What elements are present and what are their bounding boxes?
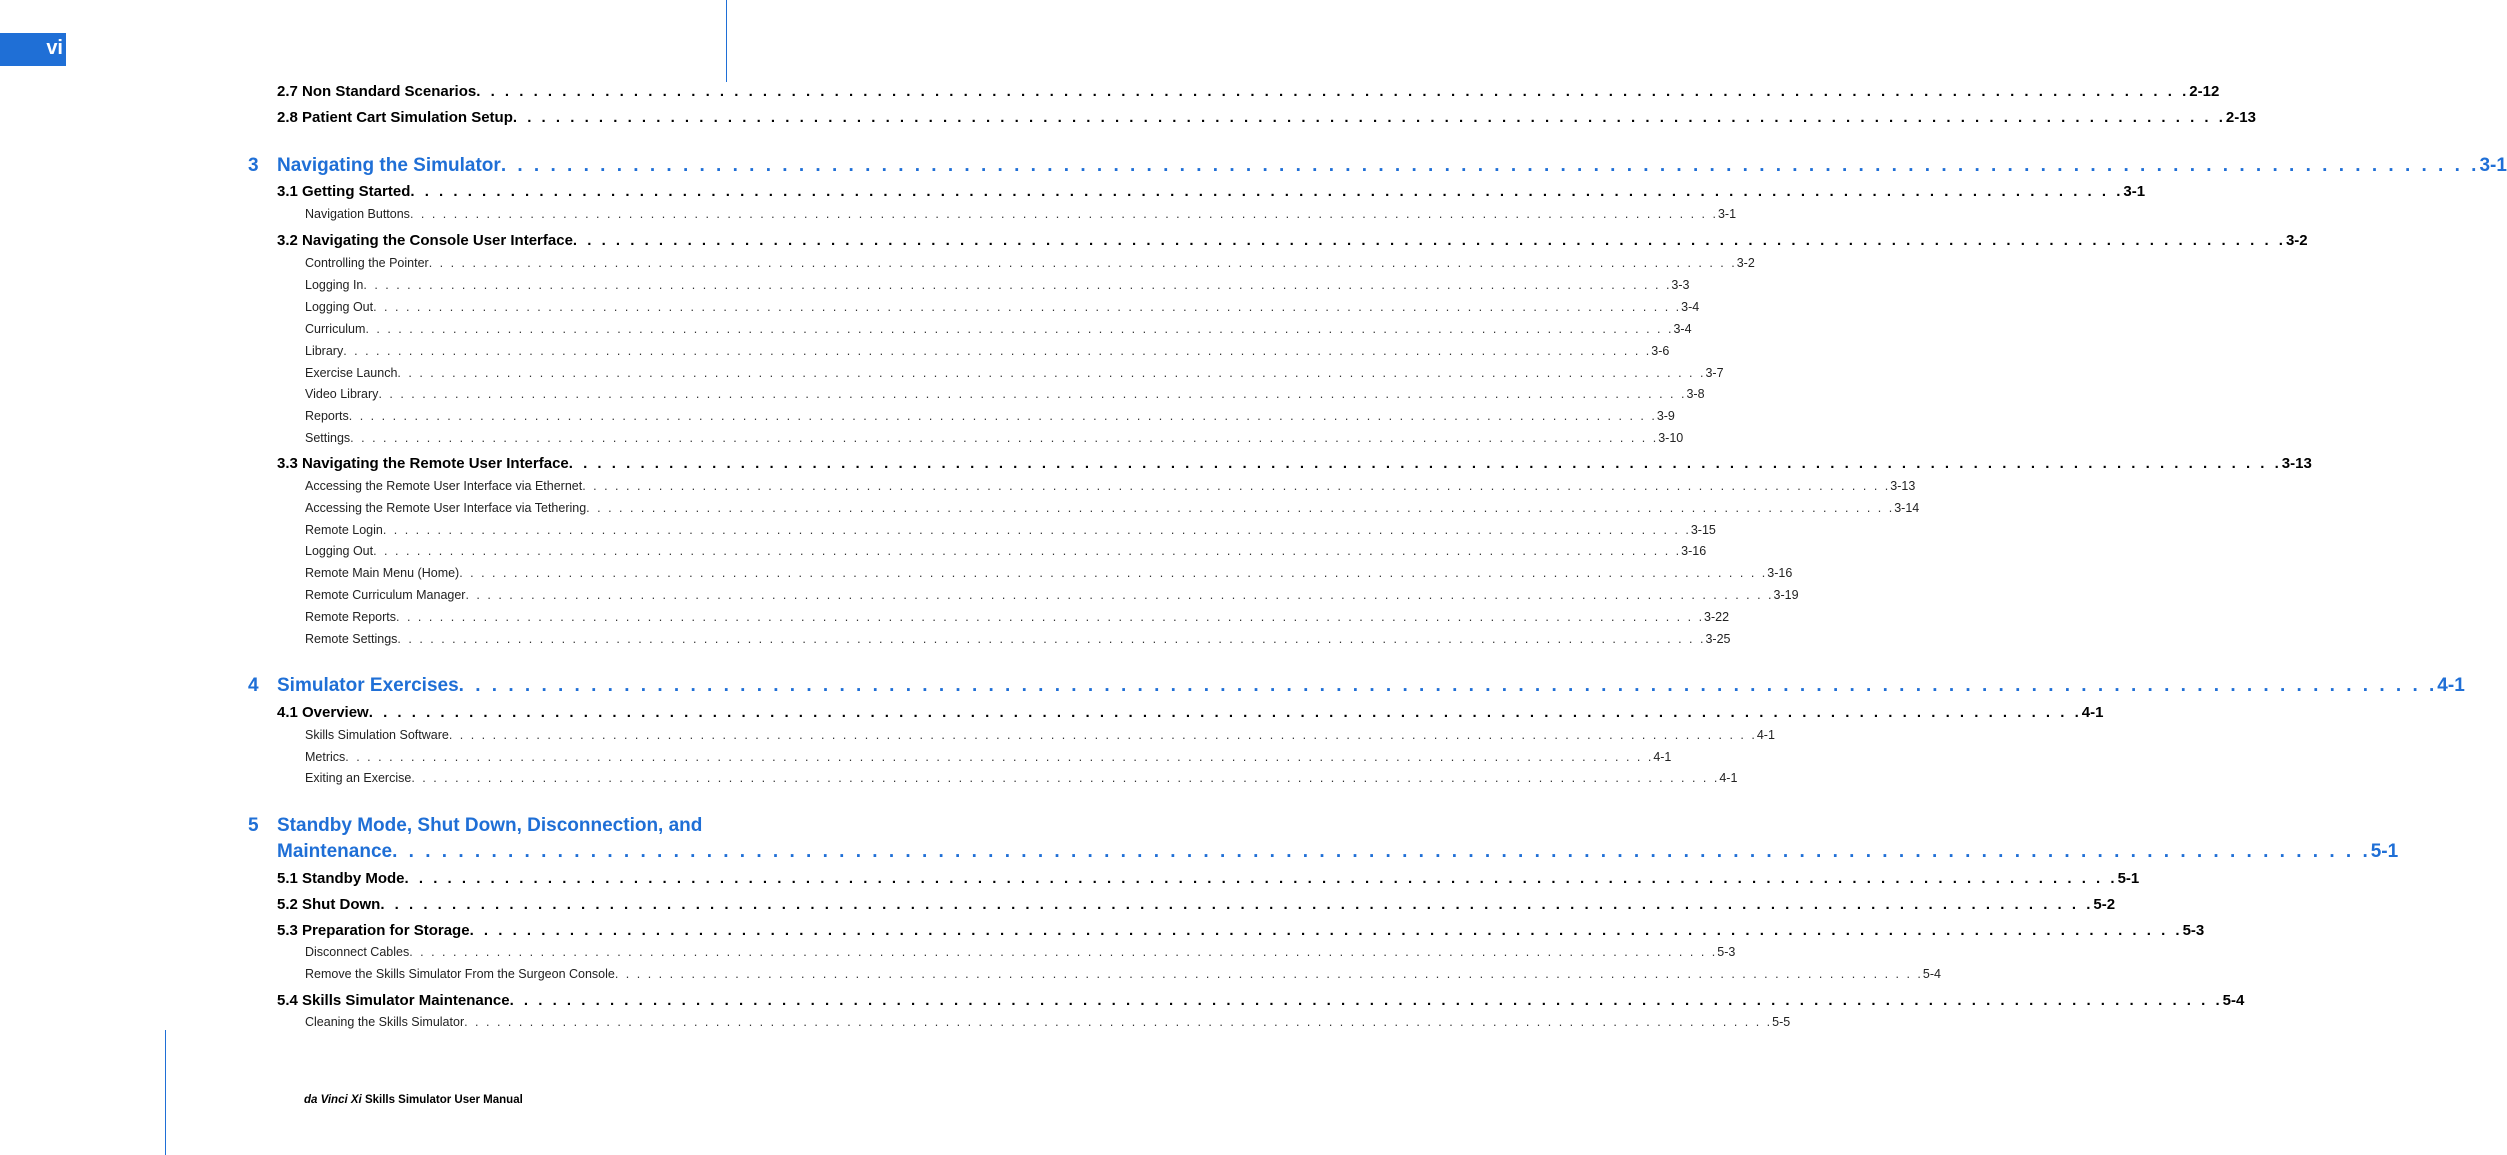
dot-leader: . . . . . . . . . . . . . . . . . . . . . . . . . . . . . . . . . . . . . . . . . . . . . . . . . . . . . . . . . . . . . . . . . . . . . . . . . . . . . . . . . . . . . . . . . . . . . . . . . . . . . . . . . . . . . . . . . . . . . . . . xyxy=(614,967,1923,981)
toc-entry-page: 3-7 xyxy=(1705,365,1724,380)
toc-entry-title: 2.7 Non Standard Scenarios xyxy=(277,83,477,100)
toc-entry-page: 3-22 xyxy=(1704,609,1730,624)
toc-item-3-2-6[interactable] xyxy=(305,387,1705,407)
toc-section-5-2[interactable] xyxy=(277,896,2116,913)
dot-leader: . . . . . . . . . . . . . . . . . . . . . . . . . . . . . . . . . . . . . . . . . . . . . . . . . . . . . . . . . . . . . . . . . . . . . . . . . . . . . . . . . . . . . . . . . . . . . . . . . . . . . . . . . . . . . . . . . . . . . . . . xyxy=(392,841,2371,862)
toc-entry-title: Navigating the Simulator xyxy=(277,155,501,176)
toc-entry-title: Simulator Exercises xyxy=(277,675,459,696)
toc-item-4-1-2[interactable] xyxy=(305,771,1738,791)
toc-section-3-2[interactable] xyxy=(277,232,2308,249)
toc-entry-title: Exiting an Exercise xyxy=(305,771,412,785)
toc-entry-page: 3-13 xyxy=(1890,479,1916,493)
toc-entry-page: 3-2 xyxy=(2285,232,2308,249)
toc-item-4-1-0[interactable] xyxy=(305,728,1775,748)
dot-leader: . . . . . . . . . . . . . . . . . . . . . . . . . . . . . . . . . . . . . . . . . . . . . . . . . . . . . . . . . . . . . . . . . . . . . . . . . . . . . . . . . . . . . . . . . . . . . . . . . . . . . . . . . . . . . . . . . . . . . . . . xyxy=(363,277,1672,292)
toc-section-2-8[interactable] xyxy=(277,109,2256,126)
toc-item-5-4-0[interactable] xyxy=(305,1015,1791,1035)
toc-item-3-3-2[interactable] xyxy=(305,522,1716,543)
toc-entry-page: 3-9 xyxy=(1656,409,1675,424)
toc-entry-title: Accessing the Remote User Interface via Ethernet xyxy=(305,479,583,493)
toc-entry-title: Skills Simulation Software xyxy=(305,728,449,742)
dot-leader: . . . . . . . . . . . . . . . . . . . . . . . . . . . . . . . . . . . . . . . . . . . . . . . . . . . . . . . . . . . . . . . . . . . . . . . . . . . . . . . . . . . . . . . . . . . . . . . . . . . . . . . . . . . . . . . . . . . . . . . . xyxy=(458,675,2438,696)
dot-leader: . . . . . . . . . . . . . . . . . . . . . . . . . . . . . . . . . . . . . . . . . . . . . . . . . . . . . . . . . . . . . . . . . . . . . . . . . . . . . . . . . . . . . . . . . . . . . . . . . . . . . . . . . . . . . . . . . . . . . . . . xyxy=(396,609,1705,624)
toc-entry-page: 4-1 xyxy=(1719,771,1738,785)
toc-entry-page: 2-12 xyxy=(2189,83,2220,100)
dot-leader: . . . . . . . . . . . . . . . . . . . . . . . . . . . . . . . . . . . . . . . . . . . . . . . . . . . . . . . . . . . . . . . . . . . . . . . . . . . . . . . . . . . . . . . . . . . . . . . . . . . . . . . . . . . . . . . . . . . . . . . . xyxy=(378,387,1687,402)
dot-leader: . . . . . . . . . . . . . . . . . . . . . . . . . . . . . . . . . . . . . . . . . . . . . . . . . . . . . . . . . . . . . . . . . . . . . . . . . . . . . . . . . . . . . . . . . . . . . . . . . . . . . . . . . . . . . . . . . . . . . . . . xyxy=(500,155,2480,176)
toc-entry-page: 3-16 xyxy=(1767,566,1793,581)
toc-item-3-3-4[interactable] xyxy=(305,566,1793,586)
dot-leader: . . . . . . . . . . . . . . . . . . . . . . . . . . . . . . . . . . . . . . . . . . . . . . . . . . . . . . . . . . . . . . . . . . . . . . . . . . . . . . . . . . . . . . . . . . . . . . . . . . . . . . . . . . . . . . . . . . . . . . . . xyxy=(448,728,1757,742)
toc-entry-page: 3-13 xyxy=(2281,455,2312,472)
toc-section-2-7[interactable] xyxy=(277,83,2220,100)
toc-entry-page: 3-4 xyxy=(1681,299,1700,314)
toc-entry-title: Maintenance xyxy=(277,841,393,862)
toc-entry-title: 3.3 Navigating the Remote User Interface xyxy=(277,455,569,472)
dot-leader: . . . . . . . . . . . . . . . . . . . . . . . . . . . . . . . . . . . . . . . . . . . . . . . . . . . . . . . . . . . . . . . . . . . . . . . . . . . . . . . . . . . . . . . . . . . . . . . . . . . . . . . . . . . . . . . . . . . . . . . . xyxy=(469,922,2183,939)
toc-item-3-3-5[interactable] xyxy=(305,588,1799,608)
toc-entry-title: Standby Mode, Shut Down, Disconnection, and xyxy=(277,815,703,836)
dot-leader: . . . . . . . . . . . . . . . . . . . . . . . . . . . . . . . . . . . . . . . . . . . . . . . . . . . . . . . . . . . . . . . . . . . . . . . . . . . . . . . . . . . . . . . . . . . . . . . . . . . . . . . . . . . . . . . . . . . . . . . . xyxy=(409,945,1718,959)
footer xyxy=(304,1094,523,1106)
toc-entry-page: 5-4 xyxy=(2222,992,2245,1009)
dot-leader: . . . . . . . . . . . . . . . . . . . . . . . . . . . . . . . . . . . . . . . . . . . . . . . . . . . . . . . . . . . . . . . . . . . . . . . . . . . . . . . . . . . . . . . . . . . . . . . . . . . . . . . . . . . . . . . . . . . . . . . . xyxy=(397,365,1706,380)
dot-leader: . . . . . . . . . . . . . . . . . . . . . . . . . . . . . . . . . . . . . . . . . . . . . . . . . . . . . . . . . . . . . . . . . . . . . . . . . . . . . . . . . . . . . . . . . . . . . . . . . . . . . . . . . . . . . . . . . . . . . . . . xyxy=(365,321,1674,336)
footer-title: Skills Simulator User Manual xyxy=(364,1094,523,1106)
toc-item-3-3-0[interactable] xyxy=(305,479,1916,499)
dot-leader: . . . . . . . . . . . . . . . . . . . . . . . . . . . . . . . . . . . . . . . . . . . . . . . . . . . . . . . . . . . . . . . . . . . . . . . . . . . . . . . . . . . . . . . . . . . . . . . . . . . . . . . . . . . . . . . . . . . . . . . . xyxy=(582,479,1891,493)
dot-leader: . . . . . . . . . . . . . . . . . . . . . . . . . . . . . . . . . . . . . . . . . . . . . . . . . . . . . . . . . . . . . . . . . . . . . . . . . . . . . . . . . . . . . . . . . . . . . . . . . . . . . . . . . . . . . . . . . . . . . . . . xyxy=(572,232,2286,249)
toc-item-5-3-1[interactable] xyxy=(305,967,1941,987)
toc-entry-title: Video Library xyxy=(305,387,379,402)
dot-leader: . . . . . . . . . . . . . . . . . . . . . . . . . . . . . . . . . . . . . . . . . . . . . . . . . . . . . . . . . . . . . . . . . . . . . . . . . . . . . . . . . . . . . . . . . . . . . . . . . . . . . . . . . . . . . . . . . . . . . . . . xyxy=(373,544,1682,559)
toc-entry-title: Remove the Skills Simulator From the Surgeon Console xyxy=(305,967,615,981)
chapter-number: 5 xyxy=(248,815,259,836)
toc-entry-page: 4-1 xyxy=(1653,749,1672,764)
toc-chapter-4[interactable] xyxy=(248,675,2465,701)
toc-item-3-3-1[interactable] xyxy=(305,500,1920,521)
dot-leader: . . . . . . . . . . . . . . . . . . . . . . . . . . . . . . . . . . . . . . . . . . . . . . . . . . . . . . . . . . . . . . . . . . . . . . . . . . . . . . . . . . . . . . . . . . . . . . . . . . . . . . . . . . . . . . . . . . . . . . . . xyxy=(411,771,1720,785)
toc-entry-page: 2-13 xyxy=(2225,109,2256,126)
toc-entry-title: Accessing the Remote User Interface via Tethering xyxy=(305,500,587,515)
toc-entry-title: Remote Settings xyxy=(305,631,398,646)
toc-entry-title: Logging Out xyxy=(305,544,374,559)
toc-entry-title: Metrics xyxy=(305,749,346,764)
dot-leader: . . . . . . . . . . . . . . . . . . . . . . . . . . . . . . . . . . . . . . . . . . . . . . . . . . . . . . . . . . . . . . . . . . . . . . . . . . . . . . . . . . . . . . . . . . . . . . . . . . . . . . . . . . . . . . . . . . . . . . . . xyxy=(509,992,2223,1009)
toc-entry-title: Remote Curriculum Manager xyxy=(305,588,466,602)
toc-chapter-5-line2[interactable] xyxy=(277,841,2399,867)
dot-leader: . . . . . . . . . . . . . . . . . . . . . . . . . . . . . . . . . . . . . . . . . . . . . . . . . . . . . . . . . . . . . . . . . . . . . . . . . . . . . . . . . . . . . . . . . . . . . . . . . . . . . . . . . . . . . . . . . . . . . . . . xyxy=(404,870,2118,887)
toc-entry-title: Logging In xyxy=(305,277,364,292)
toc-entry-title: Remote Reports xyxy=(305,609,397,624)
toc-entry-page: 3-15 xyxy=(1690,522,1716,537)
dot-leader: . . . . . . . . . . . . . . . . . . . . . . . . . . . . . . . . . . . . . . . . . . . . . . . . . . . . . . . . . . . . . . . . . . . . . . . . . . . . . . . . . . . . . . . . . . . . . . . . . . . . . . . . . . . . . . . . . . . . . . . . xyxy=(465,588,1774,602)
toc-entry-page: 3-8 xyxy=(1686,387,1705,402)
dot-leader: . . . . . . . . . . . . . . . . . . . . . . . . . . . . . . . . . . . . . . . . . . . . . . . . . . . . . . . . . . . . . . . . . . . . . . . . . . . . . . . . . . . . . . . . . . . . . . . . . . . . . . . . . . . . . . . . . . . . . . . . xyxy=(568,455,2282,472)
toc-entry-page: 5-3 xyxy=(1717,945,1736,959)
toc-item-3-3-6[interactable] xyxy=(305,609,1730,630)
dot-leader: . . . . . . . . . . . . . . . . . . . . . . . . . . . . . . . . . . . . . . . . . . . . . . . . . . . . . . . . . . . . . . . . . . . . . . . . . . . . . . . . . . . . . . . . . . . . . . . . . . . . . . . . . . . . . . . . . . . . . . . . xyxy=(476,83,2190,100)
footer-brand: da Vinci Xi xyxy=(304,1094,362,1106)
toc-entry-page: 3-2 xyxy=(1736,256,1755,270)
toc-entry-page: 4-1 xyxy=(2437,675,2465,696)
toc-entry-page: 3-6 xyxy=(1651,343,1670,358)
toc-entry-title: 5.3 Preparation for Storage xyxy=(277,922,470,939)
toc-entry-title: 2.8 Patient Cart Simulation Setup xyxy=(277,109,513,126)
toc-entry-page: 4-1 xyxy=(2081,704,2104,721)
toc-item-3-2-2[interactable] xyxy=(305,299,1700,320)
toc-entry-page: 4-1 xyxy=(1756,728,1775,742)
toc-entry-page: 3-10 xyxy=(1658,431,1684,446)
dot-leader: . . . . . . . . . . . . . . . . . . . . . . . . . . . . . . . . . . . . . . . . . . . . . . . . . . . . . . . . . . . . . . . . . . . . . . . . . . . . . . . . . . . . . . . . . . . . . . . . . . . . . . . . . . . . . . . . . . . . . . . . xyxy=(586,500,1895,515)
toc-entry-title: Exercise Launch xyxy=(305,365,398,380)
toc-entry-page: 5-2 xyxy=(2093,896,2116,913)
dot-leader: . . . . . . . . . . . . . . . . . . . . . . . . . . . . . . . . . . . . . . . . . . . . . . . . . . . . . . . . . . . . . . . . . . . . . . . . . . . . . . . . . . . . . . . . . . . . . . . . . . . . . . . . . . . . . . . . . . . . . . . . xyxy=(512,109,2226,126)
toc-entry-title: Settings xyxy=(305,431,351,446)
dot-leader: . . . . . . . . . . . . . . . . . . . . . . . . . . . . . . . . . . . . . . . . . . . . . . . . . . . . . . . . . . . . . . . . . . . . . . . . . . . . . . . . . . . . . . . . . . . . . . . . . . . . . . . . . . . . . . . . . . . . . . . . xyxy=(348,409,1657,424)
toc-item-3-2-1[interactable] xyxy=(305,277,1690,298)
toc-entry-title: Logging Out xyxy=(305,299,374,314)
toc-entry-title: Controlling the Pointer xyxy=(305,256,429,270)
toc-entry-title: Reports xyxy=(305,409,349,424)
toc-entry-title: 3.2 Navigating the Console User Interface xyxy=(277,232,573,249)
toc-entry-title: Remote Main Menu (Home) xyxy=(305,566,460,581)
toc-section-3-3[interactable] xyxy=(277,455,2312,472)
toc-entry-page: 3-19 xyxy=(1773,588,1799,602)
dot-leader: . . . . . . . . . . . . . . . . . . . . . . . . . . . . . . . . . . . . . . . . . . . . . . . . . . . . . . . . . . . . . . . . . . . . . . . . . . . . . . . . . . . . . . . . . . . . . . . . . . . . . . . . . . . . . . . . . . . . . . . . xyxy=(382,522,1691,537)
toc-item-3-3-3[interactable] xyxy=(305,544,1707,564)
toc-entry-title: Navigation Buttons xyxy=(305,207,410,221)
toc-entry-title: 4.1 Overview xyxy=(277,704,369,721)
toc-entry-title: 5.2 Shut Down xyxy=(277,896,381,913)
dot-leader: . . . . . . . . . . . . . . . . . . . . . . . . . . . . . . . . . . . . . . . . . . . . . . . . . . . . . . . . . . . . . . . . . . . . . . . . . . . . . . . . . . . . . . . . . . . . . . . . . . . . . . . . . . . . . . . . . . . . . . . . xyxy=(409,207,1718,221)
toc-entry-title: 5.1 Standby Mode xyxy=(277,870,405,887)
toc-item-3-2-0[interactable] xyxy=(305,256,1755,276)
chapter-number: 4 xyxy=(248,675,259,696)
dot-leader: . . . . . . . . . . . . . . . . . . . . . . . . . . . . . . . . . . . . . . . . . . . . . . . . . . . . . . . . . . . . . . . . . . . . . . . . . . . . . . . . . . . . . . . . . . . . . . . . . . . . . . . . . . . . . . . . . . . . . . . . xyxy=(410,183,2124,200)
dot-leader: . . . . . . . . . . . . . . . . . . . . . . . . . . . . . . . . . . . . . . . . . . . . . . . . . . . . . . . . . . . . . . . . . . . . . . . . . . . . . . . . . . . . . . . . . . . . . . . . . . . . . . . . . . . . . . . . . . . . . . . . xyxy=(380,896,2094,913)
toc-entry-title: Remote Login xyxy=(305,522,383,537)
toc-entry-page: 3-1 xyxy=(2123,183,2146,200)
toc-entry-title: Curriculum xyxy=(305,321,366,336)
toc-entry-page: 3-3 xyxy=(1671,277,1690,292)
toc-entry-page: 3-1 xyxy=(2479,155,2507,176)
dot-leader: . . . . . . . . . . . . . . . . . . . . . . . . . . . . . . . . . . . . . . . . . . . . . . . . . . . . . . . . . . . . . . . . . . . . . . . . . . . . . . . . . . . . . . . . . . . . . . . . . . . . . . . . . . . . . . . . . . . . . . . . xyxy=(464,1015,1773,1029)
toc-item-3-2-8[interactable] xyxy=(305,431,1684,451)
toc-entry-page: 3-1 xyxy=(1717,207,1737,221)
chapter-number: 3 xyxy=(248,155,259,176)
toc-item-4-1-1[interactable] xyxy=(305,749,1672,770)
toc-entry-page: 5-3 xyxy=(2182,922,2205,939)
toc-entry-page: 5-5 xyxy=(1772,1015,1791,1029)
toc-item-3-3-7[interactable] xyxy=(305,631,1731,652)
toc-item-3-1-0[interactable] xyxy=(305,207,1737,227)
toc-entry-title: 3.1 Getting Started xyxy=(277,183,411,200)
toc-entry-title: 5.4 Skills Simulator Maintenance xyxy=(277,992,510,1009)
toc-section-5-3[interactable] xyxy=(277,922,2205,939)
toc-entry-page: 5-4 xyxy=(1922,967,1941,981)
dot-leader: . . . . . . . . . . . . . . . . . . . . . . . . . . . . . . . . . . . . . . . . . . . . . . . . . . . . . . . . . . . . . . . . . . . . . . . . . . . . . . . . . . . . . . . . . . . . . . . . . . . . . . . . . . . . . . . . . . . . . . . . xyxy=(373,299,1682,314)
toc-section-4-1[interactable] xyxy=(277,704,2104,721)
toc-entry-title: Disconnect Cables xyxy=(305,945,410,959)
toc-section-3-1[interactable] xyxy=(277,183,2146,200)
toc-entry-page: 3-16 xyxy=(1681,544,1707,559)
toc-item-3-2-5[interactable] xyxy=(305,365,1724,386)
dot-leader: . . . . . . . . . . . . . . . . . . . . . . . . . . . . . . . . . . . . . . . . . . . . . . . . . . . . . . . . . . . . . . . . . . . . . . . . . . . . . . . . . . . . . . . . . . . . . . . . . . . . . . . . . . . . . . . . . . . . . . . . xyxy=(343,343,1652,358)
toc-entry-page: 5-1 xyxy=(2117,870,2140,887)
toc-entry-title: Cleaning the Skills Simulator xyxy=(305,1015,465,1029)
toc-item-3-2-3[interactable] xyxy=(305,321,1692,342)
toc-entry-page: 3-4 xyxy=(1673,321,1692,336)
toc-entry-page: 3-14 xyxy=(1894,500,1920,515)
dot-leader: . . . . . . . . . . . . . . . . . . . . . . . . . . . . . . . . . . . . . . . . . . . . . . . . . . . . . . . . . . . . . . . . . . . . . . . . . . . . . . . . . . . . . . . . . . . . . . . . . . . . . . . . . . . . . . . . . . . . . . . . xyxy=(428,256,1737,270)
dot-leader: . . . . . . . . . . . . . . . . . . . . . . . . . . . . . . . . . . . . . . . . . . . . . . . . . . . . . . . . . . . . . . . . . . . . . . . . . . . . . . . . . . . . . . . . . . . . . . . . . . . . . . . . . . . . . . . . . . . . . . . . xyxy=(350,431,1659,446)
dot-leader: . . . . . . . . . . . . . . . . . . . . . . . . . . . . . . . . . . . . . . . . . . . . . . . . . . . . . . . . . . . . . . . . . . . . . . . . . . . . . . . . . . . . . . . . . . . . . . . . . . . . . . . . . . . . . . . . . . . . . . . . xyxy=(397,631,1706,646)
dot-leader: . . . . . . . . . . . . . . . . . . . . . . . . . . . . . . . . . . . . . . . . . . . . . . . . . . . . . . . . . . . . . . . . . . . . . . . . . . . . . . . . . . . . . . . . . . . . . . . . . . . . . . . . . . . . . . . . . . . . . . . . xyxy=(459,566,1768,581)
toc-item-5-3-0[interactable] xyxy=(305,945,1736,965)
toc-item-3-2-7[interactable] xyxy=(305,409,1675,429)
dot-leader: . . . . . . . . . . . . . . . . . . . . . . . . . . . . . . . . . . . . . . . . . . . . . . . . . . . . . . . . . . . . . . . . . . . . . . . . . . . . . . . . . . . . . . . . . . . . . . . . . . . . . . . . . . . . . . . . . . . . . . . . xyxy=(345,749,1654,764)
toc-entry-page: 3-25 xyxy=(1705,631,1731,646)
toc-section-5-1[interactable] xyxy=(277,870,2140,887)
toc-section-5-4[interactable] xyxy=(277,992,2245,1009)
dot-leader: . . . . . . . . . . . . . . . . . . . . . . . . . . . . . . . . . . . . . . . . . . . . . . . . . . . . . . . . . . . . . . . . . . . . . . . . . . . . . . . . . . . . . . . . . . . . . . . . . . . . . . . . . . . . . . . . . . . . . . . . xyxy=(368,704,2082,721)
toc-entry-title: Library xyxy=(305,343,344,358)
toc-item-3-2-4[interactable] xyxy=(305,343,1670,364)
toc-chapter-3[interactable] xyxy=(248,155,2507,181)
toc-chapter-5-line1[interactable] xyxy=(248,815,703,841)
toc-entry-page: 5-1 xyxy=(2370,841,2399,862)
page-number: vi xyxy=(46,37,63,59)
